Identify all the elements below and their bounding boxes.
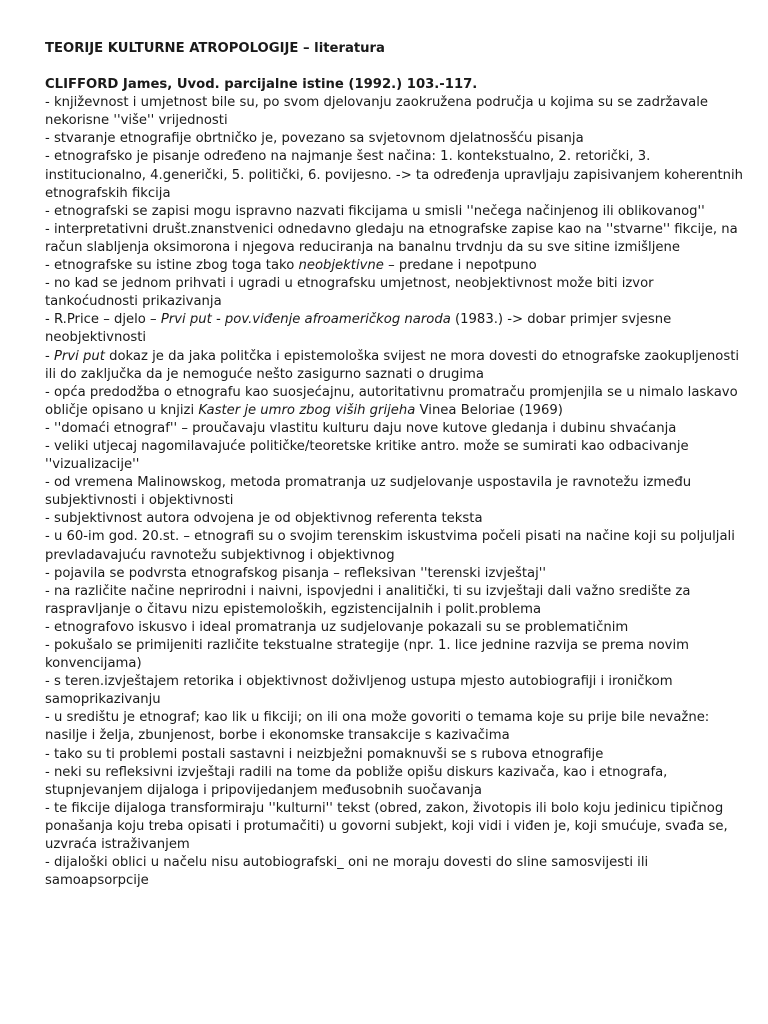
note-text: - tako su ti problemi postali sastavni i neizbježni pomaknuvši se s rubova etnografije bbox=[45, 746, 604, 762]
note-paragraph bbox=[45, 148, 745, 202]
note-paragraph bbox=[45, 94, 745, 130]
note-text: - od vremena Malinowskog, metoda promatranja uz sudjelovanje uspostavila je ravnotežu između subjektivnosti i objektivnosti bbox=[45, 475, 692, 509]
note-text: - književnost i umjetnost bile su, po svom djelovanju zaokružena područja u kojima su se zadržavale nekorisne ''više'' vrijednosti bbox=[45, 95, 709, 129]
note-text: - opća predodžba o etnografu kao suosjećajnu, autoritativnu promatraču promjenjila se u nimalo laskavo obličje opisano u knjizi bbox=[45, 384, 738, 418]
italic-title-text: Prvi put bbox=[53, 348, 105, 364]
note-paragraph bbox=[45, 637, 745, 673]
note-paragraph bbox=[45, 565, 745, 583]
note-paragraph bbox=[45, 528, 745, 564]
document-title: TEORIJE KULTURNE ATROPOLOGIJE – literatura bbox=[45, 41, 385, 56]
note-text: - u 60-im god. 20.st. – etnografi su o svojim terenskim iskustvima počeli pisati na načine koji su poljuljali prevladavajuću ravnotežu subjektivnog i objektivnog bbox=[45, 529, 735, 563]
note-text: - no kad se jednom prihvati i ugradi u etnografsku umjetnost, neobjektivnost može biti izvor tankoćudnosti prikazivanja bbox=[45, 276, 654, 310]
note-text: - na različite načine neprirodni i naivni, ispovjedni i analitički, ti su izvještaji dali važno središte za raspravljanje o čitavu nizu epistemoloških, egzistencijalnih i polit.problema bbox=[45, 583, 691, 617]
note-text: - dijaloški oblici u načelu nisu autobiografski_ oni ne moraju dovesti do sline samosvijesti ili samoapsorpcije bbox=[45, 855, 649, 889]
note-text: – predane i nepotpuno bbox=[383, 258, 537, 274]
note-paragraph bbox=[45, 510, 745, 528]
note-paragraph bbox=[45, 709, 745, 745]
note-text: - R.Price – djelo – bbox=[45, 312, 161, 328]
italic-title-text: neobjektivne bbox=[298, 258, 384, 274]
note-text: - neki su refleksivni izvještaji radili na tome da pobliže opišu diskurs kazivača, kao i etnografa, stupnjevanjem dijaloga i pripovijedanjem međusobnih suočavanja bbox=[45, 764, 668, 798]
note-paragraph bbox=[45, 257, 745, 275]
note-text: - etnografovo iskusvo i ideal promatranja uz sudjelovanje pokazali su se problematičnim bbox=[45, 619, 629, 635]
note-paragraph bbox=[45, 203, 745, 221]
note-text: - etnografske su istine zbog toga tako bbox=[45, 258, 299, 274]
note-paragraph bbox=[45, 130, 745, 148]
note-text: - bbox=[45, 348, 54, 364]
note-paragraph bbox=[45, 311, 745, 347]
note-text: - subjektivnost autora odvojena je od objektivnog referenta teksta bbox=[45, 511, 483, 527]
note-text: - u središtu je etnograf; kao lik u fikciji; on ili ona može govoriti o temama koje su prije bile nevažne: nasilje i želja, zbunjenost, borbe i ekonomske transakcije s kazivačima bbox=[45, 710, 710, 744]
note-paragraph bbox=[45, 275, 745, 311]
note-text: - etnografsko je pisanje određeno na najmanje šest načina: 1. kontekstualno, 2. retorički, 3. institucionalno, 4.generički, 5. politički, 6. povijesno. -> ta određenja upravljaju zapisivanjem koherentnih etnografskih fikcija bbox=[45, 149, 743, 201]
note-text: (1983.) -> dobar primjer svjesne neobjektivnosti bbox=[45, 312, 672, 346]
note-text: - stvaranje etnografije obrtničko je, povezano sa svjetovnom djelatnosšću pisanja bbox=[45, 131, 584, 147]
italic-title-text: Kaster je umro zbog viših grijeha bbox=[198, 402, 416, 418]
note-paragraph bbox=[45, 438, 745, 474]
note-paragraph bbox=[45, 384, 745, 420]
note-paragraph bbox=[45, 764, 745, 800]
note-text: - interpretativni društ.znanstvenici odnedavno gledaju na etnografske zapise kao na ''stvarne'' fikcije, na račun slabljenja oksimorona i njegova reduciranja na banalnu trvdnju da su sve sitine izmišljene bbox=[45, 221, 738, 255]
notes-list bbox=[45, 94, 745, 890]
source-citation: CLIFFORD James, Uvod. parcijalne istine (1992.) 103.-117. bbox=[45, 77, 478, 93]
note-text: - etnografski se zapisi mogu ispravno nazvati fikcijama u smisli ''nečega načinjenog ili oblikovanog'' bbox=[45, 203, 705, 219]
note-text: - pojavila se podvrsta etnografskog pisanja – refleksivan ''terenski izvještaj'' bbox=[45, 565, 547, 581]
note-paragraph bbox=[45, 800, 745, 854]
note-paragraph bbox=[45, 746, 745, 764]
note-paragraph bbox=[45, 221, 745, 257]
note-paragraph bbox=[45, 348, 745, 384]
note-paragraph bbox=[45, 673, 745, 709]
note-text: - veliki utjecaj nagomilavajuće političke/teoretske kritike antro. može se sumirati kao odbacivanje ''vizualizacije'' bbox=[45, 438, 689, 473]
note-paragraph bbox=[45, 854, 745, 890]
note-paragraph bbox=[45, 583, 745, 619]
note-text: - ''domaći etnograf'' – proučavaju vlastitu kulturu daju nove kutove gledanja i dubinu shvaćanja bbox=[45, 420, 677, 436]
document-page bbox=[45, 40, 745, 890]
note-paragraph bbox=[45, 619, 745, 637]
note-text: dokaz je da jaka politčka i epistemološka svijest ne mora dovesti do etnografske zaokupljenosti ili do zaključka da je nemoguće nešto zasigurno saznati o drugima bbox=[45, 348, 740, 382]
note-text: - pokušalo se primijeniti različite tekstualne strategije (npr. 1. lice jednine razvija se prema novim konvencijama) bbox=[45, 638, 689, 672]
note-text: - s teren.izvještajem retorika i objektivnost doživljenog ustupa mjesto autobiografiji i ironičkom samoprikazivanju bbox=[45, 674, 673, 708]
spacer bbox=[45, 58, 745, 76]
note-paragraph bbox=[45, 474, 745, 510]
note-text: - te fikcije dijaloga transformiraju ''kulturni'' tekst (obred, zakon, životopis ili bolo koju jedinicu tipičnog ponašanja koju treba opisati i protumačiti) u govorni subjekt, koji vidi i viđen je, koji smućuje, svađa se, uzvraća istraživanjem bbox=[45, 800, 728, 853]
italic-title-text: Prvi put - pov.viđenje afroameričkog naroda bbox=[160, 312, 451, 328]
note-paragraph bbox=[45, 420, 745, 438]
note-text: Vinea Beloriae (1969) bbox=[415, 402, 563, 418]
